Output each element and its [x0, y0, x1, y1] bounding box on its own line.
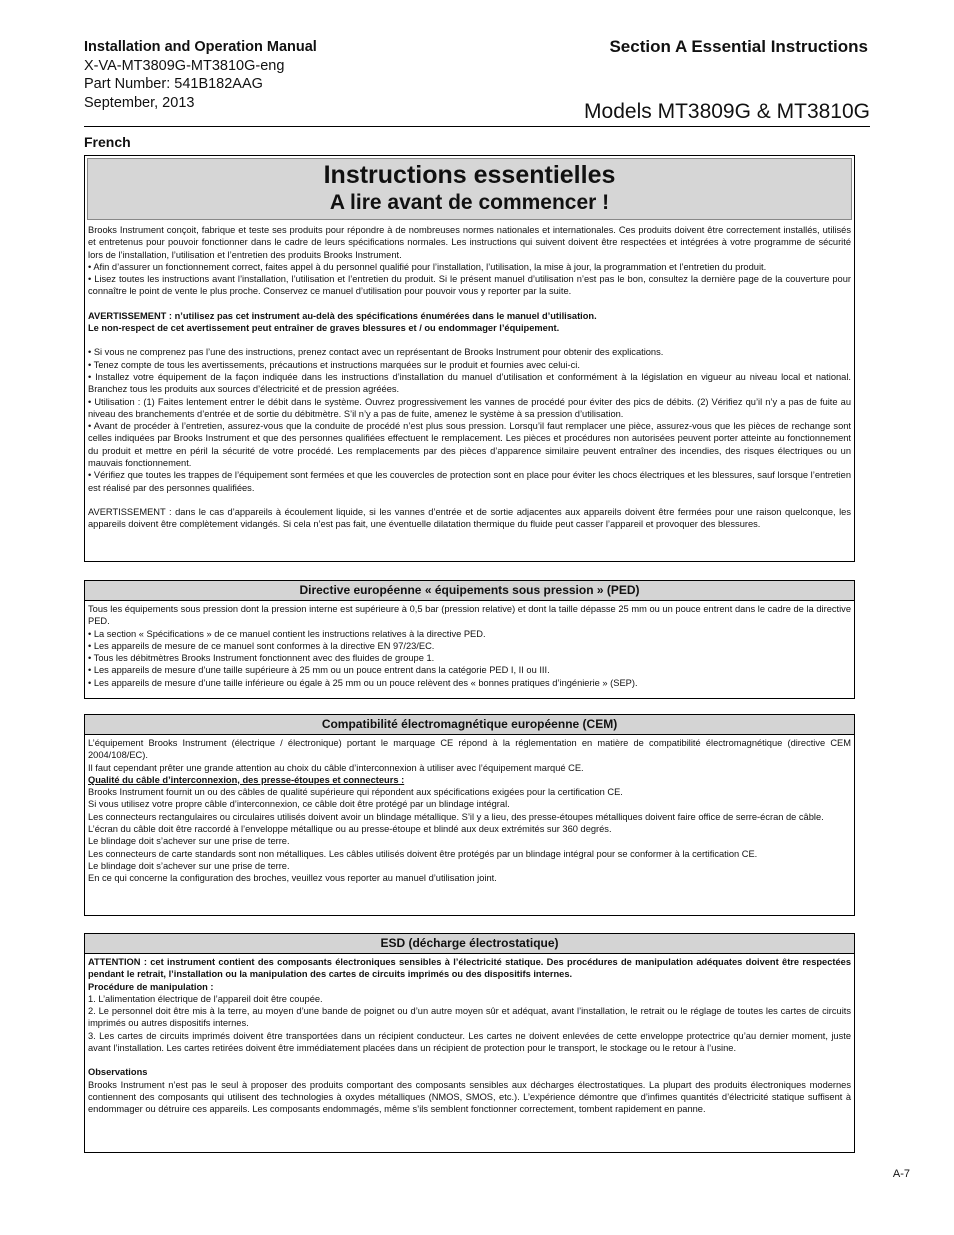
cem-paragraph: Brooks Instrument fournit un ou des câbles de qualité supérieure qui répondent aux spécifications exigées pour la certification CE.	[88, 787, 623, 798]
essential-bullet: • Avant de procéder à l’entretien, assurez-vous que la conduite de procédé n’est plus sous pression. Lorsqu’il faut remplacer une pièce, assurez-vous que les pièces de rechange sont celles indiquées par Brooks Instrument et que des personnes qualifiées effectuent le remplacement. Les pièces et procédures non autorisées peuvent porter atteinte au fonctionnement du produit et mettre en péril la sécurité de votre procédé. Les remplacements par des pièces d’apparence similaire peuvent entraîner des incendies, des risques électriques ou un mauvais fonctionnement.	[88, 421, 851, 469]
essential-bullet: • Afin d’assurer un fonctionnement correct, faites appel à du personnel qualifié pour l’installation, l’utilisation, la mise à jour, la programmation et l’entretien du produit.	[88, 261, 767, 272]
essential-header	[87, 158, 852, 220]
warning-text: AVERTISSEMENT : dans le cas d’appareils à écoulement liquide, si les vannes d’entrée et de sortie adjacentes aux appareils doivent être fermées pour une raison quelconque, les appareils doivent être complètement vidangés. Si cela n’est pas fait, une éventuelle dilatation thermique du fluide peut casser l’appareil et provoquer des blessures.	[88, 506, 851, 530]
ped-list-item: • Tous les débitmètres Brooks Instrument fonctionnent avec des fluides de groupe 1.	[88, 653, 435, 664]
cem-subheading: Qualité du câble d’interconnexion, des presse-étoupes et connecteurs :	[88, 774, 405, 785]
ped-list-item: • La section « Spécifications » de ce manuel contient les instructions relatives à la directive PED.	[88, 628, 486, 639]
ped-paragraph: Tous les équipements sous pression dont la pression interne est supérieure à 0,5 bar (pression relative) et dont la taille dépasse 25 mm ou un pouce entrent dans le cadre de la directive PED.	[88, 604, 851, 627]
cem-paragraph: Le blindage doit s’achever sur une prise de terre.	[88, 860, 290, 871]
header-divider	[84, 126, 870, 127]
manual-title: Installation and Operation Manual	[84, 39, 317, 55]
ped-list-item: • Les appareils de mesure d’une taille supérieure à 25 mm ou un pouce entrent dans la catégorie PED I, II ou III.	[88, 665, 550, 676]
cem-paragraph: Les connecteurs de carte standards sont non métalliques. Les câbles utilisés doivent être protégés par un blindage intégral pour se conformer à la certification CE.	[88, 848, 758, 859]
esd-title: ESD (décharge électrostatique)	[85, 934, 854, 954]
essential-bullet: • Si vous ne comprenez pas l’une des instructions, prenez contact avec un représentant de Brooks Instrument pour obtenir des explications.	[88, 347, 664, 358]
cem-paragraph: Les connecteurs rectangulaires ou circulaires utilisés doivent avoir un blindage métallique. S’il y a lieu, des presse-étoupes métalliques doivent faire office de serre-écran de câble.	[88, 811, 824, 822]
esd-step: 1. L’alimentation électrique de l’appareil doit être coupée.	[88, 993, 323, 1004]
essential-bullet: • Installez votre équipement de la façon indiquée dans les instructions d’installation du manuel d’utilisation et conformément à la législation en vigueur au niveau local et national. Branchez tous les produits aux sources d’électricité et de pression agréées.	[88, 371, 851, 395]
cem-paragraph: Si vous utilisez votre propre câble d’interconnexion, ce câble doit être protégé par un blindage intégral.	[88, 799, 510, 810]
page-number: A-7	[892, 1168, 910, 1180]
essential-bullet: • Tenez compte de tous les avertissements, précautions et instructions marquées sur le produit et fournies avec celui-ci.	[88, 359, 580, 370]
ped-list-item: • Les appareils de mesure d’une taille inférieure ou égale à 25 mm ou un pouce relèvent des « bonnes pratiques d’ingénierie » (SEP).	[88, 677, 638, 688]
cem-box	[84, 714, 855, 916]
esd-step: 3. Les cartes de circuits imprimés doivent être transportées dans un récipient conducteur. Les cartes ne doivent enlevées de cette enveloppe protectrice qu’au dernier moment, juste avant l’installation. Les cartes retirées doivent être immédiatement placées dans un récipient de protection pour le transport, le stockage ou le retour à l’usine.	[88, 1030, 851, 1054]
esd-observations-text: Brooks Instrument n’est pas le seul à proposer des produits comportant des composants sensibles aux décharges électrostatiques. La plupart des produits électroniques modernes contiennent des composants qui utilisent des technologies à oxydes métalliques (NMOS, SMOS, etc.). L’expérience démontre que d’infimes quantités d’électricité statique suffisent à endommager ou détruire ces appareils. Les composants endommagés, même s’ils semblent fonctionner correctement, tombent rapidement en panne.	[88, 1079, 851, 1115]
cem-paragraph: L’équipement Brooks Instrument (électrique / électronique) portant le marquage CE répond à la réglementation en matière de compatibilité électromagnétique (directive CEM 2004/108/EC).	[88, 738, 851, 761]
warning-text: AVERTISSEMENT : n’utilisez pas cet instrument au-delà des spécifications énumérées dans le manuel d’utilisation.	[88, 310, 597, 321]
essential-bullet: • Vérifiez que toutes les trappes de l’équipement sont fermées et que les couvercles de protection sont en place pour éviter les chocs électriques et les blessures, sauf lorsque l’entretien est réalisé par des personnes qualifiées.	[88, 470, 851, 493]
cem-body	[85, 735, 854, 888]
essential-title: Instructions essentielles	[323, 161, 616, 189]
essential-intro: Brooks Instrument conçoit, fabrique et teste ses produits pour répondre à de nombreuses normes nationales et internationales. Ces produits doivent être correctement installés, utilisés et entretenus pour pouvoir fonctionner dans le cadre de leurs spécifications normales. Les instructions qui suivent doivent être respectées et intégrées à votre programme de sécurité lors de l’installation, l’utilisation et l’entretien des produits Brooks Instrument.	[88, 225, 851, 260]
esd-step: 2. Le personnel doit être mis à la terre, au moyen d’une bande de poignet ou d’un autre moyen sûr et adéquat, avant l’installation, le retrait ou le réglage de toutes les cartes de circuits imprimés ou autres dispositifs internes.	[88, 1006, 851, 1029]
ped-box	[84, 580, 855, 699]
cem-title: Compatibilité électromagnétique européenne (CEM)	[85, 715, 854, 735]
warning-text: Le non-respect de cet avertissement peut entraîner de graves blessures et / ou endommager l’équipement.	[88, 323, 560, 334]
cem-paragraph: En ce qui concerne la configuration des broches, veuillez vous reporter au manuel d’utilisation joint.	[88, 873, 497, 884]
esd-box	[84, 933, 855, 1153]
part-number: Part Number: 541B182AAG	[84, 76, 263, 92]
models-title: Models MT3809G & MT3810G	[584, 100, 870, 123]
cem-paragraph: L’écran du câble doit être raccordé à l’enveloppe métallique ou au presse-étoupe et blindé aux deux extrémités sur 360 degrés.	[88, 824, 612, 835]
esd-attention: ATTENTION : cet instrument contient des composants électroniques sensibles à l’électricité statique. Des procédures de manipulation adéquates doivent être respectées pendant le retrait, l’installation ou la manipulation des cartes de circuits imprimés ou des dispositifs internes.	[88, 957, 851, 980]
ped-list-item: • Les appareils de mesure de ce manuel sont conformes à la directive EN 97/23/EC.	[88, 640, 435, 651]
doc-date: September, 2013	[84, 94, 195, 111]
language-label: French	[84, 134, 131, 150]
ped-body	[85, 601, 854, 692]
essential-subtitle: A lire avant de commencer !	[329, 191, 610, 214]
essential-bullet: • Utilisation : (1) Faites lentement entrer le débit dans le système. Ouvrez progressivement les vannes de procédé pour éviter des pics de débits. (2) Vérifiez qu’il n’y a pas de fuite au niveau des branchements d’entrée et de sortie du débitmètre. S’il n’y a pas de fuite, amenez le système à sa pression d’utilisation.	[88, 396, 851, 419]
cem-paragraph: Le blindage doit s’achever sur une prise de terre.	[88, 836, 290, 847]
header-info	[84, 38, 317, 112]
esd-procedure-heading: Procédure de manipulation :	[88, 981, 214, 992]
section-title: Section A Essential Instructions	[609, 37, 868, 56]
essential-bullet: • Lisez toutes les instructions avant l’installation, l’utilisation et l’entretien du produit. Si le présent manuel d’utilisation n’est pas le bon, consultez la dernière page de la couverture pour connaître le point de vente le plus proche. Conservez ce manuel d’utilisation pour pouvoir vous y reporter par la suite.	[88, 274, 851, 297]
essential-instructions-box	[84, 155, 855, 562]
doc-id: X-VA-MT3809G-MT3810G-eng	[84, 57, 285, 74]
esd-body	[85, 954, 854, 1119]
ped-title: Directive européenne « équipements sous pression » (PED)	[85, 581, 854, 601]
essential-body	[85, 222, 854, 534]
esd-observations-heading: Observations	[88, 1067, 148, 1078]
cem-paragraph: Il faut cependant prêter une grande attention au choix du câble d’interconnexion à utiliser avec l’équipement marqué CE.	[88, 762, 584, 773]
